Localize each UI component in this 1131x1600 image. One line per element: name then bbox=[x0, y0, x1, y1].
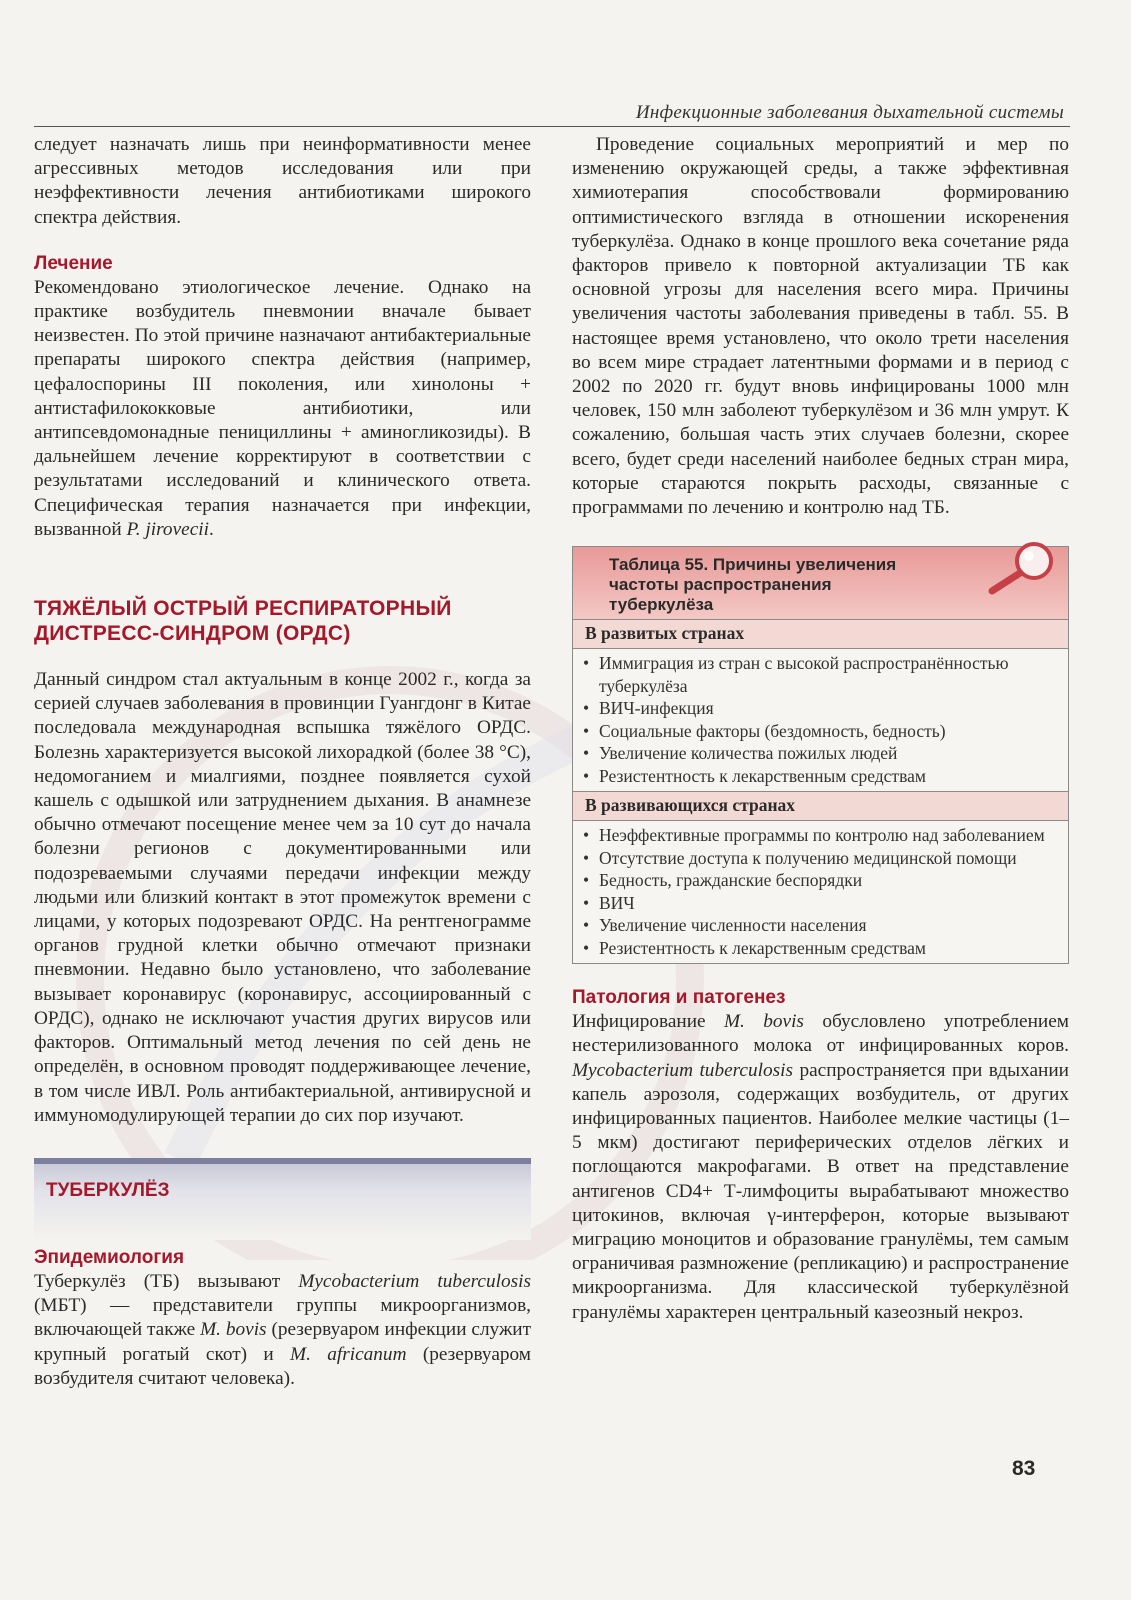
list-item: • Отсутствие доступа к получению медицинской помощи bbox=[583, 847, 1058, 870]
treatment-paragraph: Рекомендовано этиологическое лечение. Однако на практике возбудитель пневмонии вначале бывает неизвестен. По этой причине назначают антибактериальные препараты широкого спектра действия (например, цефалоспорины III поколения, или хинолоны + антистафилококковые антибиотики, или антипсевдомонадные пенициллины + аминогликозиды). В дальнейшем лечение корректируют в соответствии с результатами исследований и клинического ответа. Специфическая терапия назначается при инфекции, вызванной P. jirovecii. bbox=[34, 276, 531, 540]
list-item: • Иммиграция из стран с высокой распространённостью туберкулёза bbox=[583, 652, 1058, 697]
intro-paragraph: следует назначать лишь при неинформативности менее агрессивных методов исследования или при неэффективности лечения антибиотиками широкого спектра действия. bbox=[34, 134, 531, 228]
page-number: 83 bbox=[1012, 1457, 1036, 1480]
right-column bbox=[572, 133, 1069, 1325]
list-item: • ВИЧ bbox=[583, 892, 1058, 915]
list-item: • Увеличение численности населения bbox=[583, 914, 1058, 937]
social-paragraph: Проведение социальных мероприятий и мер по изменению окружающей среды, а также эффективная химиотерапия способствовали формированию оптимистического взгляда в отношении искоренения туберкулёза. Однако в конце прошлого века сочетание ряда факторов привело к повторной актуализации ТБ как основной угрозы для населения всего мира. Причины увеличения частоты заболевания приведены в табл. 55. В настоящее время установлено, что около трети населения во всем мире страдает латентными формами и в период с 2002 по 2020 гг. будут вновь инфицированы 1000 млн человек, 150 млн заболеют туберкулёзом и 36 млн умрут. К сожалению, большая часть этих случаев болезни, скорее всего, будет среди населений наиболее бедных стран мира, которые стараются покрыть расходы, связанные с программами по лечению и контролю над ТБ. bbox=[572, 134, 1069, 519]
list-item: • Социальные факторы (бездомность, бедность) bbox=[583, 720, 1058, 743]
developed-list bbox=[573, 649, 1068, 791]
running-header bbox=[34, 100, 1070, 127]
pathology-paragraph: Инфицирование M. bovis обусловлено употреблением нестерилизованного молока от инфицированных коров. Mycobacterium tuberculosis распространяется при вдыхании капель аэрозоля, содержащих возбудитель, от других инфицированных пациентов. Наиболее мелкие частицы (1–5 мкм) достигают периферических отделов лёгких и поглощаются макрофагами. В ответ на представление антигенов CD4+ Т-лимфоциты вырабатывают множество цитокинов, включая γ-интерферон, которые вызывают миграцию моноцитов и образование гранулёмы, тем самым ограничивая размножение (репликацию) и распространение микроорганизма. Для классической туберкулёзной гранулёмы характерен центральный казеозный некроз. bbox=[572, 1011, 1069, 1323]
developing-list bbox=[573, 821, 1068, 963]
epidemiology-paragraph: Туберкулёз (ТБ) вызывают Mycobacterium tuberculosis (МБТ) — представители группы микроорганизмов, включающей также M. bovis (резервуаром инфекции служит крупный рогатый скот) и M. africanum (резервуаром возбудителя считают человека). bbox=[34, 1270, 532, 1389]
ards-heading: ТЯЖЁЛЫЙ ОСТРЫЙ РЕСПИРАТОРНЫЙ ДИСТРЕСС-СИНДРОМ (ОРДС) bbox=[34, 597, 452, 646]
list-item: • Увеличение количества пожилых людей bbox=[583, 742, 1058, 765]
treatment-heading: Лечение bbox=[34, 252, 113, 274]
pathology-heading: Патология и патогенез bbox=[572, 987, 786, 1009]
list-item: • Неэффективные программы по контролю над заболеванием bbox=[583, 824, 1058, 847]
list-item: • Резистентность к лекарственным средствам bbox=[583, 765, 1058, 788]
list-item: • ВИЧ-инфекция bbox=[583, 697, 1058, 720]
table-caption: Таблица 55. Причины увеличения частоты распространения туберкулёза bbox=[573, 547, 1068, 620]
list-item: • Бедность, гражданские беспорядки bbox=[583, 869, 1058, 892]
list-item: • Резистентность к лекарственным средствам bbox=[583, 937, 1058, 960]
left-column bbox=[34, 133, 531, 1391]
magnifier-icon bbox=[982, 537, 1062, 597]
tuberculosis-section-band bbox=[34, 1158, 531, 1240]
table-group-developing: В развивающихся странах bbox=[573, 791, 1068, 821]
table-group-developed: В развитых странах bbox=[573, 620, 1068, 649]
running-title: Инфекционные заболевания дыхательной системы bbox=[635, 102, 1064, 123]
epidemiology-heading: Эпидемиология bbox=[34, 1246, 185, 1268]
table-55 bbox=[572, 546, 1069, 964]
tuberculosis-heading: ТУБЕРКУЛЁЗ bbox=[46, 1179, 170, 1201]
ards-paragraph: Данный синдром стал актуальным в конце 2002 г., когда за серией случаев заболевания в провинции Гуангдонг в Китае последовала международная вспышка тяжёлого ОРДС. Болезнь характеризуется высокой лихорадкой (более 38 °С), недомоганием и миалгиями, позднее появляется сухой кашель с одышкой или затруднением дыхания. В анамнезе обычно отмечают посещение менее чем за 10 сут до начала болезни регионов с документированными или подозреваемыми случаями передачи инфекции между людьми или близкий контакт в этот промежуток времени с лицами, у которых подозревают ОРДС. На рентгенограмме органов грудной клетки обычно отмечают признаки пневмонии. Недавно было установлено, что заболевание вызывает коронавирус (коронавирус, ассоциированный с ОРДС), однако не исключают участия других вирусов или факторов. Оптимальный метод лечения по сей день не определён, в основном проводят поддерживающее лечение, в том числе ИВЛ. Роль антибактериальной, антивирусной и иммуномодулирующей терапии до сих пор изучают. bbox=[34, 669, 531, 1126]
